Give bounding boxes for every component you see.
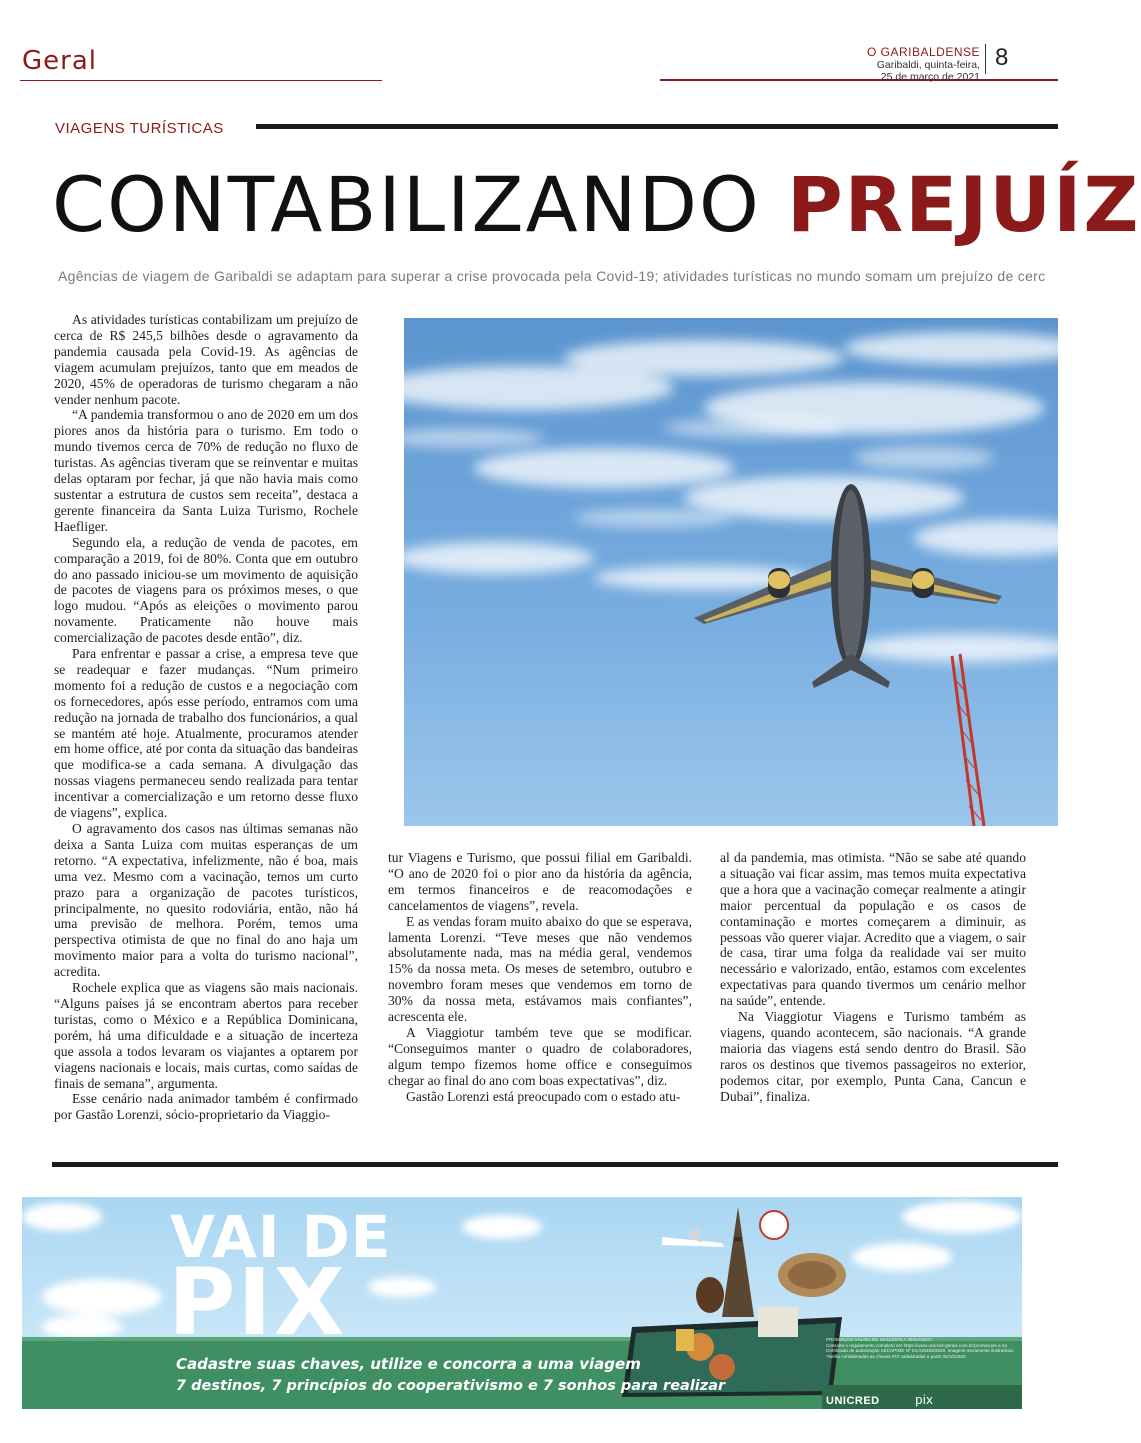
newspaper-name: O GARIBALDENSE [866, 45, 980, 59]
page-number: 8 [995, 44, 1009, 71]
fine-print-line: *Serão consideradas as chaves PIX cadastradas a partir 05/10/2020. [826, 1353, 967, 1359]
section-name: Geral [22, 46, 97, 76]
fine-print-line: Consulte o regulamento completo em https://www.unicred-gerais.com.br/promocoes e no [826, 1342, 1008, 1348]
unicred-logo: UNICRED [826, 1395, 880, 1407]
paragraph: Rochele explica que as viagens são mais nacionais. “Alguns países já se encontram abertos para receber turistas, como o México e a República Dominicana, porém, há uma dificuldade e a situação de incerteza que assola a todos levaram os viajantes a optarem por viagens nacionais e locais, mais curtas, como saídas de finais de semana”, argumenta. [54, 980, 358, 1091]
airplane-photo-illustration [404, 318, 1058, 826]
page-number-separator [985, 44, 986, 74]
paragraph: Esse cenário nada animador também é confirmado por Gastão Lorenzi, sócio-proprietario da Viaggio- [54, 1091, 358, 1123]
kicker-rule [256, 124, 1058, 129]
bottom-rule [52, 1162, 1058, 1167]
headline-black-part: CONTABILIZANDO [52, 160, 761, 249]
article-column-2 [388, 850, 692, 1105]
paragraph: As atividades turísticas contabilizam um prejuízo de cerca de R$ 245,5 bilhões desde o agravamento da pandemia causada pela Covid-19. As agências de viagem acumulam prejuízos, tanto que em meados de 2020, 45% de operadoras de turismo chegaram a não vender nenhum pacote. [54, 312, 358, 407]
ad-tagline-2: 7 destinos, 7 princípios do cooperativismo e 7 sonhos para realizar [176, 1378, 726, 1394]
section-title [22, 46, 97, 76]
dateline-1: Garibaldi, quinta-feira, [876, 59, 980, 71]
ad-fine-print [826, 1337, 1016, 1359]
pix-logo: pix [915, 1392, 934, 1407]
paragraph: Segundo ela, a redução de venda de pacotes, em comparação a 2019, foi de 80%. Conta que em outubro do ano passado iniciou-se um movimento de aquisição de pacotes de viagens para os próximos meses, o que logo mudou. “Após as eleições o movimento parou novamente. Praticamente não houve mais comercialização de pacotes desde então”, diz. [54, 534, 358, 646]
ad-headline-pix: PIX [168, 1249, 347, 1356]
fine-print-line: PROMOÇÃO VÁLIDA DE 16/11/2020 A 30/03/2021*. [826, 1337, 934, 1342]
ad-tagline-1: Cadastre suas chaves, utilize e concorra a uma viagem [176, 1355, 641, 1373]
paragraph: Na Viaggiotur Viagens e Turismo também as viagens, quando acontecem, são nacionais. “A grande maioria das viagens está sendo dentro do Brasil. São raros os destinos que tivemos passageiros no exterior, podemos citar, por exemplo, Punta Cana, Cancun e Dubai”, finaliza. [720, 1009, 1026, 1104]
paragraph: tur Viagens e Turismo, que possui filial em Garibaldi. “O ano de 2020 foi o pior ano da história da agência, em termos financeiros e de reacomodações e cancelamentos de viagens”, revela. [388, 850, 692, 913]
header-rule-left [20, 80, 382, 81]
article-photo [404, 318, 1058, 826]
paragraph: A Viaggiotur também teve que se modificar. “Conseguimos manter o quadro de colaboradores, algum tempo fizemos home office e conseguimos chegar ao final do ano com boas expectativas”, diz. [388, 1024, 692, 1088]
paragraph: O agravamento dos casos nas últimas semanas não deixa a Santa Luiza com muitas esperanças de um retorno. “A expectativa, infelizmente, não é boa, mais uma vez. Mesmo com a vacinação, temos um curto prazo para a organização de pacotes turísticos, principalmente, no quesito rodoviária, então, não há uma previsão de melhora. Porém, temos uma perspectiva otimista de que no final do ano haja um movimento maior para a volta do turismo nacional”, acredita. [54, 821, 358, 980]
paragraph: Para enfrentar e passar a crise, a empresa teve que se readequar e fazer mudanças. “Num primeiro momento foi a redução de custos e a negociação com os fornecedores, após esse período, entramos com uma redução na jornada de trabalho dos funcionários, a qual se mantém até hoje. Atualmente, procuramos atender em home office, até por conta da situação das bandeiras que modifica-se a cada semana. A divulgação das nossas viagens permaneceu sendo realizada para tentar incentivar a comercialização e um retorno desse fluxo de viagens”, explica. [54, 646, 358, 821]
paragraph: Gastão Lorenzi está preocupado com o estado atu- [406, 1088, 681, 1104]
header-rule-right [660, 79, 1058, 81]
paragraph: E as vendas foram muito abaixo do que se esperava, lamenta Lorenzi. “Teve meses que não vendemos absolutamente nada, mas na média geral, vendemos 15% da nossa meta. Os meses de setembro, outubro e novembro foram meses que vendemos em torno de 30% da nossa meta, estávamos mais confiantes”, acrescenta ele. [388, 913, 692, 1025]
article-column-3 [720, 850, 1026, 1105]
fine-print-line: Certificado de autorização SECAP/ME Nº 04.016459/2020. Imagens meramente ilustrativas. [826, 1348, 1015, 1354]
ad-headline-vai-de: VAI DE [170, 1203, 392, 1271]
paragraph: “A pandemia transformou o ano de 2020 em um dos piores anos da história para o turismo. Em todo o mundo tivemos cerca de 70% de redução no fluxo de turistas. As agências tiveram que se reinventar e muitas delas optaram por fechar, já que não havia mais como sustentar a estrutura de custos sem receita”, destaca a gerente financeira da Santa Luiza Turismo, Rochele Haefliger. [54, 407, 358, 534]
article-dek: Agências de viagem de Garibaldi se adaptam para superar a crise provocada pela Covid-19; atividades turísticas no mundo somam um prejuízo de cerc [58, 268, 1046, 284]
article-headline [52, 160, 1141, 250]
paragraph: al da pandemia, mas otimista. “Não se sabe até quando a situação vai ficar assim, mas temos muita expectativa que a hora que a vacinação começar realmente a atingir maior percentual da população e os casos de contaminação e mortes começarem a diminuir, as pessoas vão querer viajar. Acredito que a viagem, o sair de casa, tirar uma folga da realidade vai ser muito necessário e valorizado, então, estamos com excelentes expectativas para quando tivermos um cenário melhor na saúde”, entende. [720, 850, 1026, 1009]
dateline-2: 25 de março de 2021 [880, 71, 980, 83]
article-kicker: VIAGENS TURÍSTICAS [55, 120, 224, 137]
ad-logos [826, 1392, 933, 1407]
masthead [867, 45, 980, 83]
headline-red-part: PREJUÍZ [786, 160, 1141, 249]
article-column-1 [54, 312, 358, 1123]
